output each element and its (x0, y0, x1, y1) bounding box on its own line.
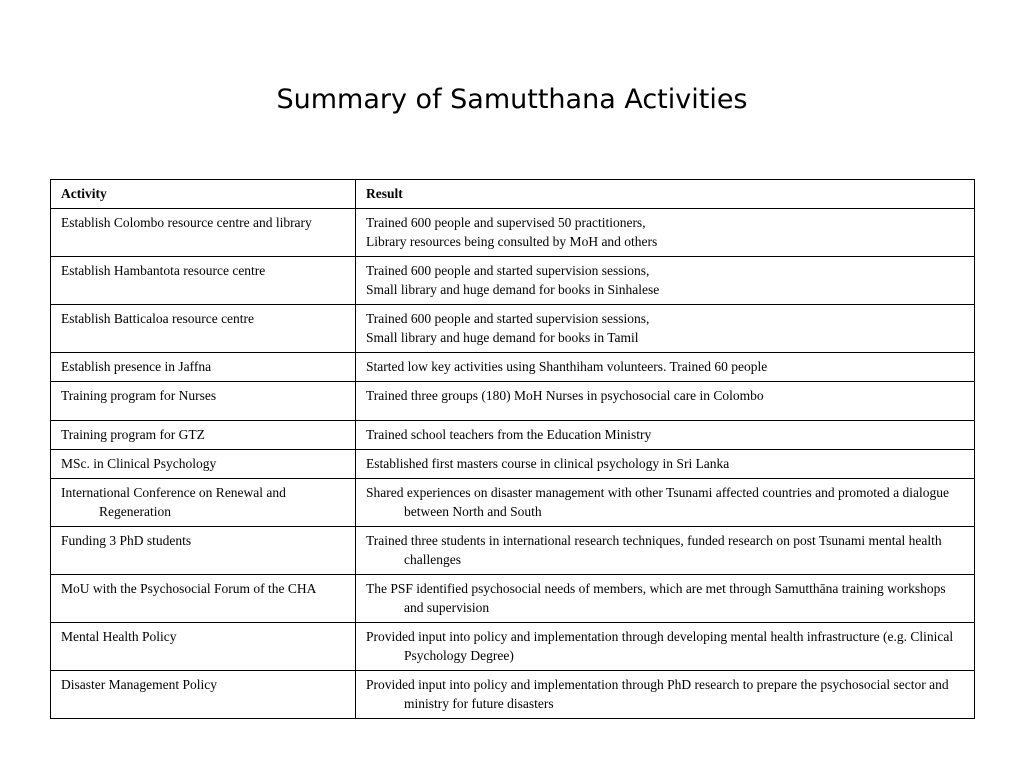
activity-text: Establish Batticaloa resource centre (61, 311, 255, 326)
activity-text: Training program for GTZ (61, 427, 205, 442)
activity-text: International Conference on Renewal and Regeneration (61, 485, 286, 519)
activity-text: MoU with the Psychosocial Forum of the CHA (61, 581, 317, 596)
table-row (51, 479, 975, 527)
activity-cell (51, 479, 356, 527)
result-text: Shared experiences on disaster management with other Tsunami affected countries and promoted a dialogue between North and South (366, 485, 949, 519)
table-row (51, 671, 975, 719)
activity-cell (51, 257, 356, 305)
activity-text: Disaster Management Policy (61, 677, 217, 692)
activity-text: Establish Hambantota resource centre (61, 263, 266, 278)
activity-cell (51, 353, 356, 382)
activity-cell (51, 305, 356, 353)
table-row (51, 382, 975, 421)
activity-cell (51, 450, 356, 479)
result-cell (356, 575, 975, 623)
activity-cell (51, 623, 356, 671)
table-row (51, 527, 975, 575)
result-text: Provided input into policy and implementation through developing mental health infrastructure (e.g. Clinical Psychology Degree) (366, 629, 954, 663)
column-header-result: Result (356, 180, 975, 209)
table-row (51, 575, 975, 623)
activity-cell (51, 421, 356, 450)
result-line: Library resources being consulted by MoH and others (366, 234, 658, 249)
activity-cell (51, 382, 356, 421)
result-text: Established first masters course in clinical psychology in Sri Lanka (366, 456, 730, 471)
result-cell (356, 257, 975, 305)
activities-table (50, 179, 975, 719)
result-cell (356, 421, 975, 450)
result-cell (356, 209, 975, 257)
result-cell (356, 527, 975, 575)
activity-text: Mental Health Policy (61, 629, 177, 644)
activity-text: Training program for Nurses (61, 388, 217, 403)
result-text: Trained three students in international research techniques, funded research on post Tsunami mental health challenges (366, 533, 942, 567)
activity-text: MSc. in Clinical Psychology (61, 456, 217, 471)
table-row (51, 450, 975, 479)
result-line: Small library and huge demand for books in Sinhalese (366, 282, 660, 297)
table-row (51, 305, 975, 353)
result-line: Small library and huge demand for books in Tamil (366, 330, 639, 345)
result-cell (356, 353, 975, 382)
activity-text: Establish Colombo resource centre and library (61, 215, 312, 230)
result-text: Trained school teachers from the Education Ministry (366, 427, 652, 442)
activity-cell (51, 527, 356, 575)
table-header-row (51, 180, 975, 209)
activity-cell (51, 209, 356, 257)
result-cell (356, 671, 975, 719)
result-text: Started low key activities using Shanthiham volunteers. Trained 60 people (366, 359, 768, 374)
result-cell (356, 450, 975, 479)
result-line: Trained 600 people and started supervision sessions, (366, 263, 650, 278)
result-text: The PSF identified psychosocial needs of members, which are met through Samutthāna training workshops and supervision (366, 581, 946, 615)
column-header-activity: Activity (51, 180, 356, 209)
result-text: Provided input into policy and implementation through PhD research to prepare the psychosocial sector and ministry for future disasters (366, 677, 949, 711)
result-line: Trained 600 people and supervised 50 practitioners, (366, 215, 646, 230)
activity-text: Establish presence in Jaffna (61, 359, 212, 374)
result-cell (356, 623, 975, 671)
table-row (51, 421, 975, 450)
activity-text: Funding 3 PhD students (61, 533, 192, 548)
table-row (51, 257, 975, 305)
result-text: Trained three groups (180) MoH Nurses in psychosocial care in Colombo (366, 388, 764, 403)
result-cell (356, 479, 975, 527)
result-line: Trained 600 people and started supervision sessions, (366, 311, 650, 326)
result-cell (356, 305, 975, 353)
table-row (51, 209, 975, 257)
slide-title: Summary of Samutthana Activities (276, 84, 748, 115)
activity-cell (51, 575, 356, 623)
table-row (51, 623, 975, 671)
table-row (51, 353, 975, 382)
activity-cell (51, 671, 356, 719)
result-cell (356, 382, 975, 421)
